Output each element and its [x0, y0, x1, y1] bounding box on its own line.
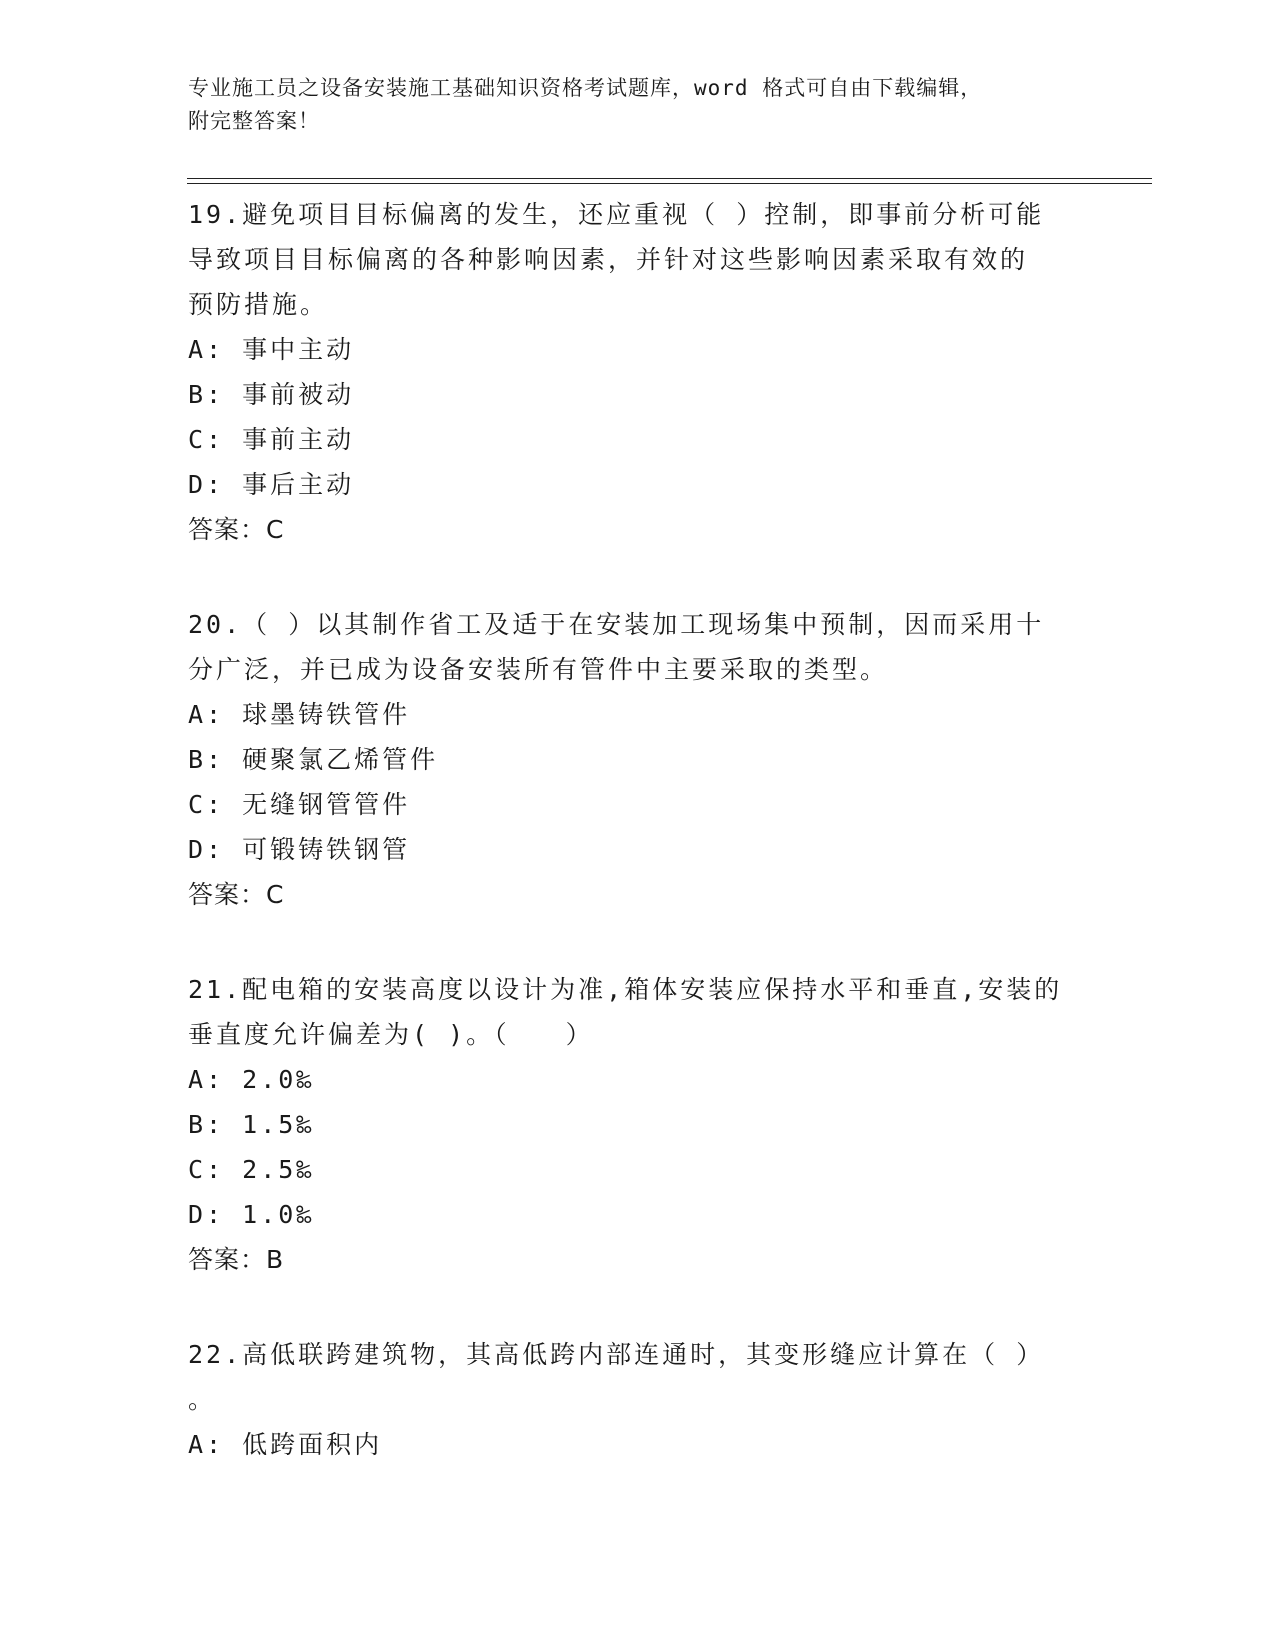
option-d: D: 事后主动 — [188, 470, 355, 499]
option-c: C: 2.5‰ — [188, 1155, 315, 1184]
answer-line: 答案：B — [188, 1245, 285, 1274]
question-stem — [188, 598, 1088, 692]
option-a: A: 2.0‰ — [188, 1065, 315, 1094]
stem-line: 分广泛，并已成为设备安装所有管件中主要采取的类型。 — [188, 655, 889, 684]
stem-line: 21.配电箱的安装高度以设计为准,箱体安装应保持水平和垂直,安装的 — [188, 975, 1063, 1004]
document-header — [188, 72, 1088, 138]
option-a: A: 球墨铸铁管件 — [188, 700, 411, 729]
option-b: B: 事前被动 — [188, 380, 355, 409]
option-d: D: 1.0‰ — [188, 1200, 315, 1229]
stem-line: 导致项目目标偏离的各种影响因素，并针对这些影响因素采取有效的 — [188, 245, 1029, 274]
stem-line: 20.（ ）以其制作省工及适于在安装加工现场集中预制，因而采用十 — [188, 610, 1045, 639]
question-stem — [188, 1328, 1088, 1422]
question-stem — [188, 188, 1088, 327]
answer-line: 答案：C — [188, 515, 285, 544]
header-line-2: 附完整答案！ — [188, 109, 320, 133]
stem-line: 。 — [188, 1385, 217, 1414]
question-20 — [188, 598, 1088, 917]
option-c: C: 事前主动 — [188, 425, 355, 454]
stem-line: 垂直度允许偏差为( )。（ ） — [188, 1020, 594, 1049]
header-line-1: 专业施工员之设备安装施工基础知识资格考试题库，word 格式可自由下载编辑， — [188, 76, 983, 100]
option-a: A: 低跨面积内 — [188, 1430, 383, 1459]
question-list — [188, 188, 1088, 1467]
stem-line: 预防措施。 — [188, 290, 329, 319]
option-a: A: 事中主动 — [188, 335, 355, 364]
question-19 — [188, 188, 1088, 552]
header-divider-top — [187, 178, 1152, 179]
option-d: D: 可锻铸铁钢管 — [188, 835, 411, 864]
question-spacer — [188, 917, 1088, 963]
question-spacer — [188, 1282, 1088, 1328]
question-spacer — [188, 552, 1088, 598]
question-21 — [188, 963, 1088, 1282]
question-22 — [188, 1328, 1088, 1467]
answer-line: 答案：C — [188, 880, 285, 909]
stem-line: 22.高低联跨建筑物，其高低跨内部连通时，其变形缝应计算在（ ） — [188, 1340, 1045, 1369]
stem-line: 19.避免项目目标偏离的发生，还应重视（ ）控制，即事前分析可能 — [188, 200, 1045, 229]
option-c: C: 无缝钢管管件 — [188, 790, 411, 819]
header-divider-bottom — [187, 183, 1152, 184]
question-stem — [188, 963, 1088, 1057]
option-b: B: 1.5‰ — [188, 1110, 315, 1139]
option-b: B: 硬聚氯乙烯管件 — [188, 745, 439, 774]
